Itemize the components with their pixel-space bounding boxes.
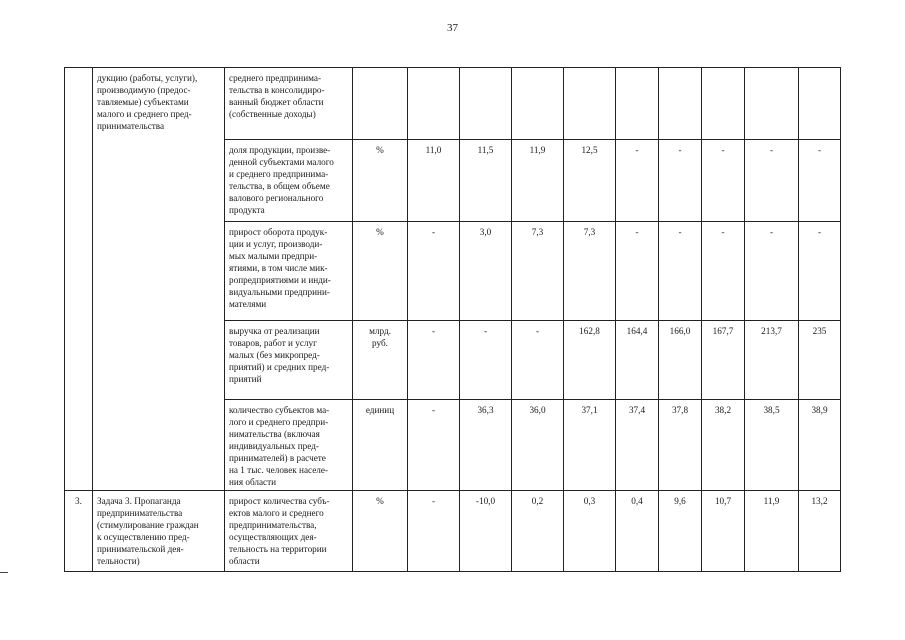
value-cell: - xyxy=(799,140,841,222)
value-cell xyxy=(799,68,841,140)
value-cell: 9,6 xyxy=(659,491,702,572)
value-cell: - xyxy=(460,321,512,400)
value-cell: 3,0 xyxy=(460,222,512,321)
indicators-table xyxy=(64,67,841,572)
value-cell: - xyxy=(702,140,745,222)
unit-cell: млрд. руб. xyxy=(353,321,408,400)
value-cell: - xyxy=(408,321,460,400)
value-cell: - xyxy=(799,222,841,321)
value-cell: - xyxy=(512,321,564,400)
indicator-name-cell: прирост оборота продук- ции и услуг, производи- мых малыми предпри- ятиями, в том числе мик- ропредприятиями и инди- видуальными предприни- мателями xyxy=(225,222,353,321)
value-cell: 11,0 xyxy=(408,140,460,222)
row-number-cell: 3. xyxy=(65,491,93,572)
value-cell: 11,5 xyxy=(460,140,512,222)
value-cell: 36,0 xyxy=(512,400,564,491)
value-cell: - xyxy=(616,222,659,321)
value-cell xyxy=(408,68,460,140)
value-cell: 164,4 xyxy=(616,321,659,400)
indicator-name-cell: доля продукции, произве- денной субъектами малого и среднего предпринима- тельства, в общем объеме валового регионального продукта xyxy=(225,140,353,222)
table-row xyxy=(65,68,841,140)
page-number: 37 xyxy=(447,22,458,34)
value-cell xyxy=(512,68,564,140)
table-row xyxy=(65,491,841,572)
value-cell: - xyxy=(659,140,702,222)
row-number-cell xyxy=(65,68,93,491)
unit-cell: % xyxy=(353,222,408,321)
value-cell: 13,2 xyxy=(799,491,841,572)
value-cell: 167,7 xyxy=(702,321,745,400)
value-cell: 10,7 xyxy=(702,491,745,572)
indicator-name-cell: прирост количества субъ- ектов малого и среднего предпринимательства, осуществляющих дея- тельность на территории области xyxy=(225,491,353,572)
value-cell: 37,4 xyxy=(616,400,659,491)
value-cell: 12,5 xyxy=(564,140,616,222)
value-cell: 213,7 xyxy=(745,321,799,400)
value-cell: - xyxy=(745,140,799,222)
value-cell: 7,3 xyxy=(564,222,616,321)
value-cell: 37,1 xyxy=(564,400,616,491)
value-cell xyxy=(702,68,745,140)
value-cell: -10,0 xyxy=(460,491,512,572)
value-cell: - xyxy=(408,222,460,321)
value-cell: 11,9 xyxy=(512,140,564,222)
unit-cell: % xyxy=(353,140,408,222)
task-cell: Задача 3. Пропаганда предпринимательства (стимулирование граждан к осуществлению пред- принимательской дея- тельности) xyxy=(93,491,225,572)
unit-cell: единиц xyxy=(353,400,408,491)
value-cell: 37,8 xyxy=(659,400,702,491)
value-cell: 166,0 xyxy=(659,321,702,400)
value-cell: - xyxy=(408,400,460,491)
value-cell xyxy=(659,68,702,140)
task-cell: дукцию (работы, услуги), производимую (предос- тавляемые) субъектами малого и среднего пред- принимательства xyxy=(93,68,225,491)
indicator-name-cell: выручка от реализации товаров, работ и услуг малых (без микропред- приятий) и средних пред- приятий xyxy=(225,321,353,400)
indicator-name-cell: количество субъектов ма- лого и среднего предпри- нимательства (включая индивидуальных пред- принимателей) в расчете на 1 тыс. человек населе- ния области xyxy=(225,400,353,491)
value-cell xyxy=(460,68,512,140)
value-cell xyxy=(616,68,659,140)
value-cell: 0,4 xyxy=(616,491,659,572)
value-cell: - xyxy=(745,222,799,321)
value-cell: 38,2 xyxy=(702,400,745,491)
value-cell: 0,2 xyxy=(512,491,564,572)
value-cell: 162,8 xyxy=(564,321,616,400)
unit-cell xyxy=(353,68,408,140)
value-cell: 11,9 xyxy=(745,491,799,572)
value-cell: - xyxy=(616,140,659,222)
value-cell: 38,9 xyxy=(799,400,841,491)
value-cell: 36,3 xyxy=(460,400,512,491)
margin-mark xyxy=(0,572,8,573)
value-cell: 0,3 xyxy=(564,491,616,572)
value-cell xyxy=(745,68,799,140)
value-cell: - xyxy=(659,222,702,321)
unit-cell: % xyxy=(353,491,408,572)
indicator-name-cell: среднего предпринима- тельства в консолидиро- ванный бюджет области (собственные доходы) xyxy=(225,68,353,140)
value-cell: - xyxy=(408,491,460,572)
value-cell: 38,5 xyxy=(745,400,799,491)
value-cell: 235 xyxy=(799,321,841,400)
value-cell: - xyxy=(702,222,745,321)
value-cell: 7,3 xyxy=(512,222,564,321)
value-cell xyxy=(564,68,616,140)
